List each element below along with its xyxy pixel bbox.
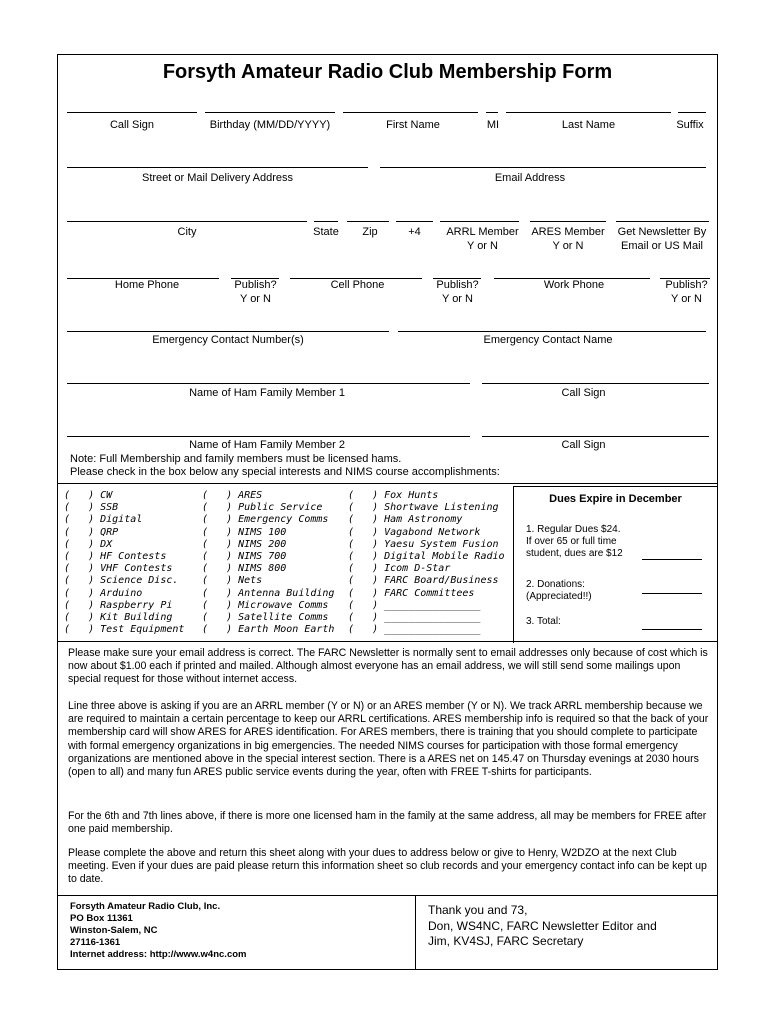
ares-label: ARES Member	[531, 226, 605, 238]
return-paragraph: Please complete the above and return this sheet along with your dues to address below or give to Henry, W2DZO at the next Club meeting. Even if your dues are paid please return this information sheet so club records and your emergency contact info can be kept up to date.	[68, 847, 707, 886]
regular-dues-note-2: student, dues are $12	[526, 548, 623, 559]
family-paragraph: For the 6th and 7th lines above, if there is more one licensed ham in the family at the same address, all may be members for FREE after one paid membership.	[68, 810, 707, 836]
interest-label: FARC Board/Business	[384, 575, 499, 587]
work-phone-label: Work Phone	[543, 279, 605, 291]
checkbox-bracket[interactable]: ( )	[202, 612, 239, 624]
interest-checkbox[interactable]	[202, 563, 334, 575]
interest-checkbox[interactable]	[348, 539, 505, 551]
checkbox-bracket[interactable]: ( )	[348, 612, 385, 624]
zip-label: Zip	[362, 226, 378, 238]
home-publish-yn-label: Y or N	[240, 293, 271, 305]
mi-label: MI	[486, 119, 500, 131]
interest-checkbox[interactable]	[348, 563, 505, 575]
regular-dues-text: 1. Regular Dues $24.	[526, 524, 621, 535]
street-line[interactable]	[67, 167, 368, 168]
checkbox-bracket[interactable]: ( )	[348, 490, 385, 501]
checkbox-bracket[interactable]: ( )	[64, 624, 101, 636]
arrl-label: ARRL Member	[446, 226, 519, 238]
plus4-line[interactable]	[396, 221, 433, 222]
interest-label: Fox Hunts	[384, 490, 439, 501]
checkbox-bracket[interactable]: ( )	[202, 624, 239, 636]
arrl-line[interactable]	[440, 221, 519, 222]
checkbox-bracket[interactable]: ( )	[348, 551, 385, 563]
checkbox-bracket[interactable]: ( )	[348, 514, 385, 526]
interest-checkbox[interactable]	[64, 490, 184, 502]
interest-label: NIMS 800	[238, 563, 287, 575]
regular-dues-note-1: If over 65 or full time	[526, 536, 617, 547]
checkbox-bracket[interactable]: ( )	[348, 538, 385, 550]
checkbox-bracket[interactable]: ( )	[202, 526, 239, 538]
interest-label: Satellite Comms	[238, 612, 329, 624]
first-name-line[interactable]	[343, 112, 478, 113]
membership-form	[57, 54, 718, 970]
interest-label: Digital Mobile Radio	[384, 551, 505, 563]
newsletter-label: Get Newsletter By	[617, 226, 707, 238]
interest-column-3	[348, 490, 505, 636]
newsletter-line[interactable]	[616, 221, 709, 222]
interest-label: Raspberry Pi	[100, 599, 173, 611]
interest-label: Yaesu System Fusion	[384, 538, 499, 550]
checkbox-bracket[interactable]: ( )	[202, 599, 239, 611]
interest-checkbox[interactable]	[202, 588, 334, 600]
total-amount-line[interactable]	[642, 629, 702, 630]
interest-label: ________________	[384, 599, 481, 611]
interest-checkbox[interactable]	[202, 575, 334, 587]
work-publish-label: Publish?	[665, 279, 708, 291]
interest-checkbox[interactable]	[202, 612, 334, 624]
birthday-line[interactable]	[205, 112, 335, 113]
divider	[58, 641, 717, 642]
city-line[interactable]	[67, 221, 307, 222]
email-label: Email Address	[494, 172, 566, 184]
address-line-4: 27116-1361	[70, 937, 121, 948]
interest-checkbox[interactable]	[348, 612, 505, 624]
family-call-sign-2-label: Call Sign	[561, 439, 606, 451]
address-line-1: Forsyth Amateur Radio Club, Inc.	[70, 901, 221, 912]
interest-label: VHF Contests	[100, 563, 173, 575]
checkbox-bracket[interactable]: ( )	[348, 563, 385, 575]
cell-publish-label: Publish?	[436, 279, 479, 291]
address-line-2: PO Box 11361	[70, 913, 133, 924]
mi-line[interactable]	[486, 112, 498, 113]
cell-publish-yn-label: Y or N	[442, 293, 473, 305]
interest-checkbox[interactable]	[202, 502, 334, 514]
checkbox-bracket[interactable]: ( )	[202, 575, 239, 587]
interest-label: Kit Building	[100, 612, 173, 624]
city-label: City	[177, 226, 197, 238]
interest-checkbox[interactable]	[64, 588, 184, 600]
interest-label: NIMS 700	[238, 551, 287, 563]
interest-checkbox[interactable]	[348, 551, 505, 563]
interest-label: Nets	[238, 575, 263, 587]
checkbox-bracket[interactable]: ( )	[64, 514, 101, 526]
interest-column-1	[64, 490, 184, 636]
interest-checkbox[interactable]	[202, 539, 334, 551]
checkbox-bracket[interactable]: ( )	[202, 514, 239, 526]
interest-checkbox[interactable]	[348, 624, 505, 636]
interest-label: Public Service	[238, 502, 323, 514]
emergency-number-line[interactable]	[67, 331, 389, 332]
checkbox-bracket[interactable]: ( )	[202, 502, 239, 514]
interest-checkbox[interactable]	[64, 563, 184, 575]
family-member-1-line[interactable]	[67, 383, 470, 384]
interest-checkbox[interactable]	[64, 527, 184, 539]
interest-label: Vagabond Network	[384, 526, 481, 538]
home-phone-label: Home Phone	[114, 279, 180, 291]
interest-label: Arduino	[100, 587, 143, 599]
birthday-label: Birthday (MM/DD/YYYY)	[209, 119, 331, 131]
interest-checkbox[interactable]	[202, 527, 334, 539]
donations-amount-line[interactable]	[642, 593, 702, 594]
interest-label: ARES	[238, 490, 263, 501]
family-call-sign-1-line[interactable]	[482, 383, 709, 384]
interest-checkbox[interactable]	[202, 624, 334, 636]
street-label: Street or Mail Delivery Address	[142, 172, 293, 184]
interest-checkbox[interactable]	[64, 514, 184, 526]
interest-label: Antenna Building	[238, 587, 335, 599]
interest-label: Ham Astronomy	[384, 514, 463, 526]
checkbox-bracket[interactable]: ( )	[64, 599, 101, 611]
interest-label: CW	[100, 490, 113, 501]
checkbox-bracket[interactable]: ( )	[348, 587, 385, 599]
interest-label: Emergency Comms	[238, 514, 329, 526]
plus4-label: +4	[408, 226, 421, 238]
interest-checkbox[interactable]	[348, 527, 505, 539]
arrl-ares-paragraph: Line three above is asking if you are an ARRL member (Y or N) or an ARES member (Y or N). We track ARRL membership because we are required to maintain a certain percentage to keep our ARRL certifications. ARES membership info is required so that the back of your membership card will show ARES for ARES identification. For ARES members, there is training that you should complete to participate with formal emergency organizations in big emergencies. The needed NIMS courses for participation with those formal emergency organizations are mentioned above in the special interest section. There is a ARES net on 145.47 on Thursday evenings at 2030 hours (open to all) and many fun ARES public service events during the year, often with FREE T-shirts for participants.	[68, 700, 709, 779]
call-sign-label: Call Sign	[109, 119, 155, 131]
interest-label: ________________	[384, 612, 481, 624]
interest-checkbox[interactable]	[202, 600, 334, 612]
total-text: 3. Total:	[526, 616, 561, 627]
interest-checkbox[interactable]	[202, 490, 334, 502]
work-publish-yn-label: Y or N	[671, 293, 702, 305]
interest-label: Science Disc.	[100, 575, 179, 587]
cell-phone-label: Cell Phone	[330, 279, 385, 291]
checkbox-bracket[interactable]: ( )	[64, 587, 101, 599]
home-publish-label: Publish?	[234, 279, 277, 291]
emergency-name-line[interactable]	[398, 331, 706, 332]
state-line[interactable]	[314, 221, 338, 222]
interest-label: Test Equipment	[100, 624, 185, 636]
checkbox-bracket[interactable]: ( )	[202, 551, 239, 563]
suffix-label: Suffix	[676, 119, 704, 131]
closing-line-3: Jim, KV4SJ, FARC Secretary	[428, 934, 584, 948]
interest-label: Microwave Comms	[238, 599, 329, 611]
interest-label: FARC Committees	[384, 587, 475, 599]
interest-label: NIMS 100	[238, 526, 287, 538]
interest-checkbox-area	[62, 486, 514, 642]
newsletter-method-label: Email or US Mail	[621, 240, 703, 252]
ares-line[interactable]	[530, 221, 606, 222]
interest-label: SSB	[100, 502, 119, 514]
checkbox-bracket[interactable]: ( )	[64, 538, 101, 550]
interest-checkbox[interactable]	[64, 612, 184, 624]
checkbox-bracket[interactable]: ( )	[348, 502, 385, 514]
family-call-sign-2-line[interactable]	[482, 436, 709, 437]
membership-note: Note: Full Membership and family members must be licensed hams.	[70, 453, 402, 465]
interest-checkbox[interactable]	[64, 600, 184, 612]
last-name-line[interactable]	[506, 112, 671, 113]
interest-label: NIMS 200	[238, 538, 287, 550]
first-name-label: First Name	[386, 119, 440, 131]
email-paragraph: Please make sure your email address is correct. The FARC Newsletter is normally sent to email addresses only because of cost which is now about $1.00 each if printed and mailed. Although almost everyone has an email address, we will still send some mailings upon special request for those without internet access.	[68, 647, 708, 686]
checkbox-bracket[interactable]: ( )	[348, 526, 385, 538]
interest-label: HF Contests	[100, 551, 167, 563]
checkbox-bracket[interactable]: ( )	[202, 490, 239, 501]
family-member-1-label: Name of Ham Family Member 1	[189, 387, 345, 399]
checkbox-bracket[interactable]: ( )	[64, 526, 101, 538]
checkbox-bracket[interactable]: ( )	[348, 599, 385, 611]
closing-line-2: Don, WS4NC, FARC Newsletter Editor and	[428, 918, 657, 933]
dues-title: Dues Expire in December	[549, 493, 682, 505]
interest-label: Digital	[100, 514, 143, 526]
zip-line[interactable]	[347, 221, 389, 222]
last-name-label: Last Name	[561, 119, 616, 131]
dues-amount-line[interactable]	[642, 559, 702, 560]
interest-checkbox[interactable]	[64, 551, 184, 563]
checkbox-bracket[interactable]: ( )	[348, 624, 385, 636]
checkbox-bracket[interactable]: ( )	[64, 502, 101, 514]
interest-instruction: Please check in the box below any special interests and NIMS course accomplishments:	[70, 466, 500, 478]
interest-label: DX	[100, 538, 113, 550]
divider	[58, 483, 717, 484]
call-sign-line[interactable]	[67, 112, 197, 113]
checkbox-bracket[interactable]: ( )	[64, 575, 101, 587]
arrl-yn-label: Y or N	[467, 240, 498, 252]
interest-column-2	[202, 490, 334, 636]
family-call-sign-1-label: Call Sign	[561, 387, 606, 399]
checkbox-bracket[interactable]: ( )	[64, 490, 101, 501]
interest-label: ________________	[384, 624, 481, 636]
ares-yn-label: Y or N	[552, 240, 584, 252]
address-line-3: Winston-Salem, NC	[70, 925, 158, 936]
family-member-2-line[interactable]	[67, 436, 470, 437]
checkbox-bracket[interactable]: ( )	[202, 563, 239, 575]
interest-checkbox[interactable]	[202, 551, 334, 563]
checkbox-bracket[interactable]: ( )	[64, 612, 101, 624]
checkbox-bracket[interactable]: ( )	[202, 538, 239, 550]
club-address	[70, 901, 246, 961]
interest-checkbox[interactable]	[348, 502, 505, 514]
interest-checkbox[interactable]	[348, 514, 505, 526]
footer-divider	[415, 895, 416, 969]
emergency-number-label: Emergency Contact Number(s)	[152, 334, 304, 346]
emergency-name-label: Emergency Contact Name	[483, 334, 613, 346]
interest-checkbox[interactable]	[64, 624, 184, 636]
website-line: Internet address: http://www.w4nc.com	[70, 949, 247, 960]
suffix-line[interactable]	[678, 112, 706, 113]
closing-line-1: Thank you and 73,	[428, 903, 528, 917]
donations-note: (Appreciated!!)	[526, 591, 592, 602]
checkbox-bracket[interactable]: ( )	[202, 587, 239, 599]
checkbox-bracket[interactable]: ( )	[348, 575, 385, 587]
interest-checkbox[interactable]	[348, 600, 505, 612]
interest-checkbox[interactable]	[348, 575, 505, 587]
interest-checkbox[interactable]	[348, 490, 505, 502]
interest-checkbox[interactable]	[202, 514, 334, 526]
interest-checkbox[interactable]	[64, 502, 184, 514]
divider	[58, 895, 717, 896]
interest-label: Shortwave Listening	[384, 502, 499, 514]
family-member-2-label: Name of Ham Family Member 2	[189, 439, 345, 451]
donations-text: 2. Donations:	[526, 579, 585, 590]
dues-box	[513, 486, 717, 643]
interest-label: Icom D-Star	[384, 563, 451, 575]
email-line[interactable]	[380, 167, 706, 168]
interest-checkbox[interactable]	[348, 588, 505, 600]
interest-label: QRP	[100, 526, 119, 538]
state-label: State	[313, 226, 339, 238]
interest-checkbox[interactable]	[64, 539, 184, 551]
interest-checkbox[interactable]	[64, 575, 184, 587]
checkbox-bracket[interactable]: ( )	[64, 551, 101, 563]
closing-signature	[428, 903, 657, 950]
checkbox-bracket[interactable]: ( )	[64, 563, 101, 575]
form-title: Forsyth Amateur Radio Club Membership Form	[162, 61, 613, 83]
interest-label: Earth Moon Earth	[238, 624, 335, 636]
